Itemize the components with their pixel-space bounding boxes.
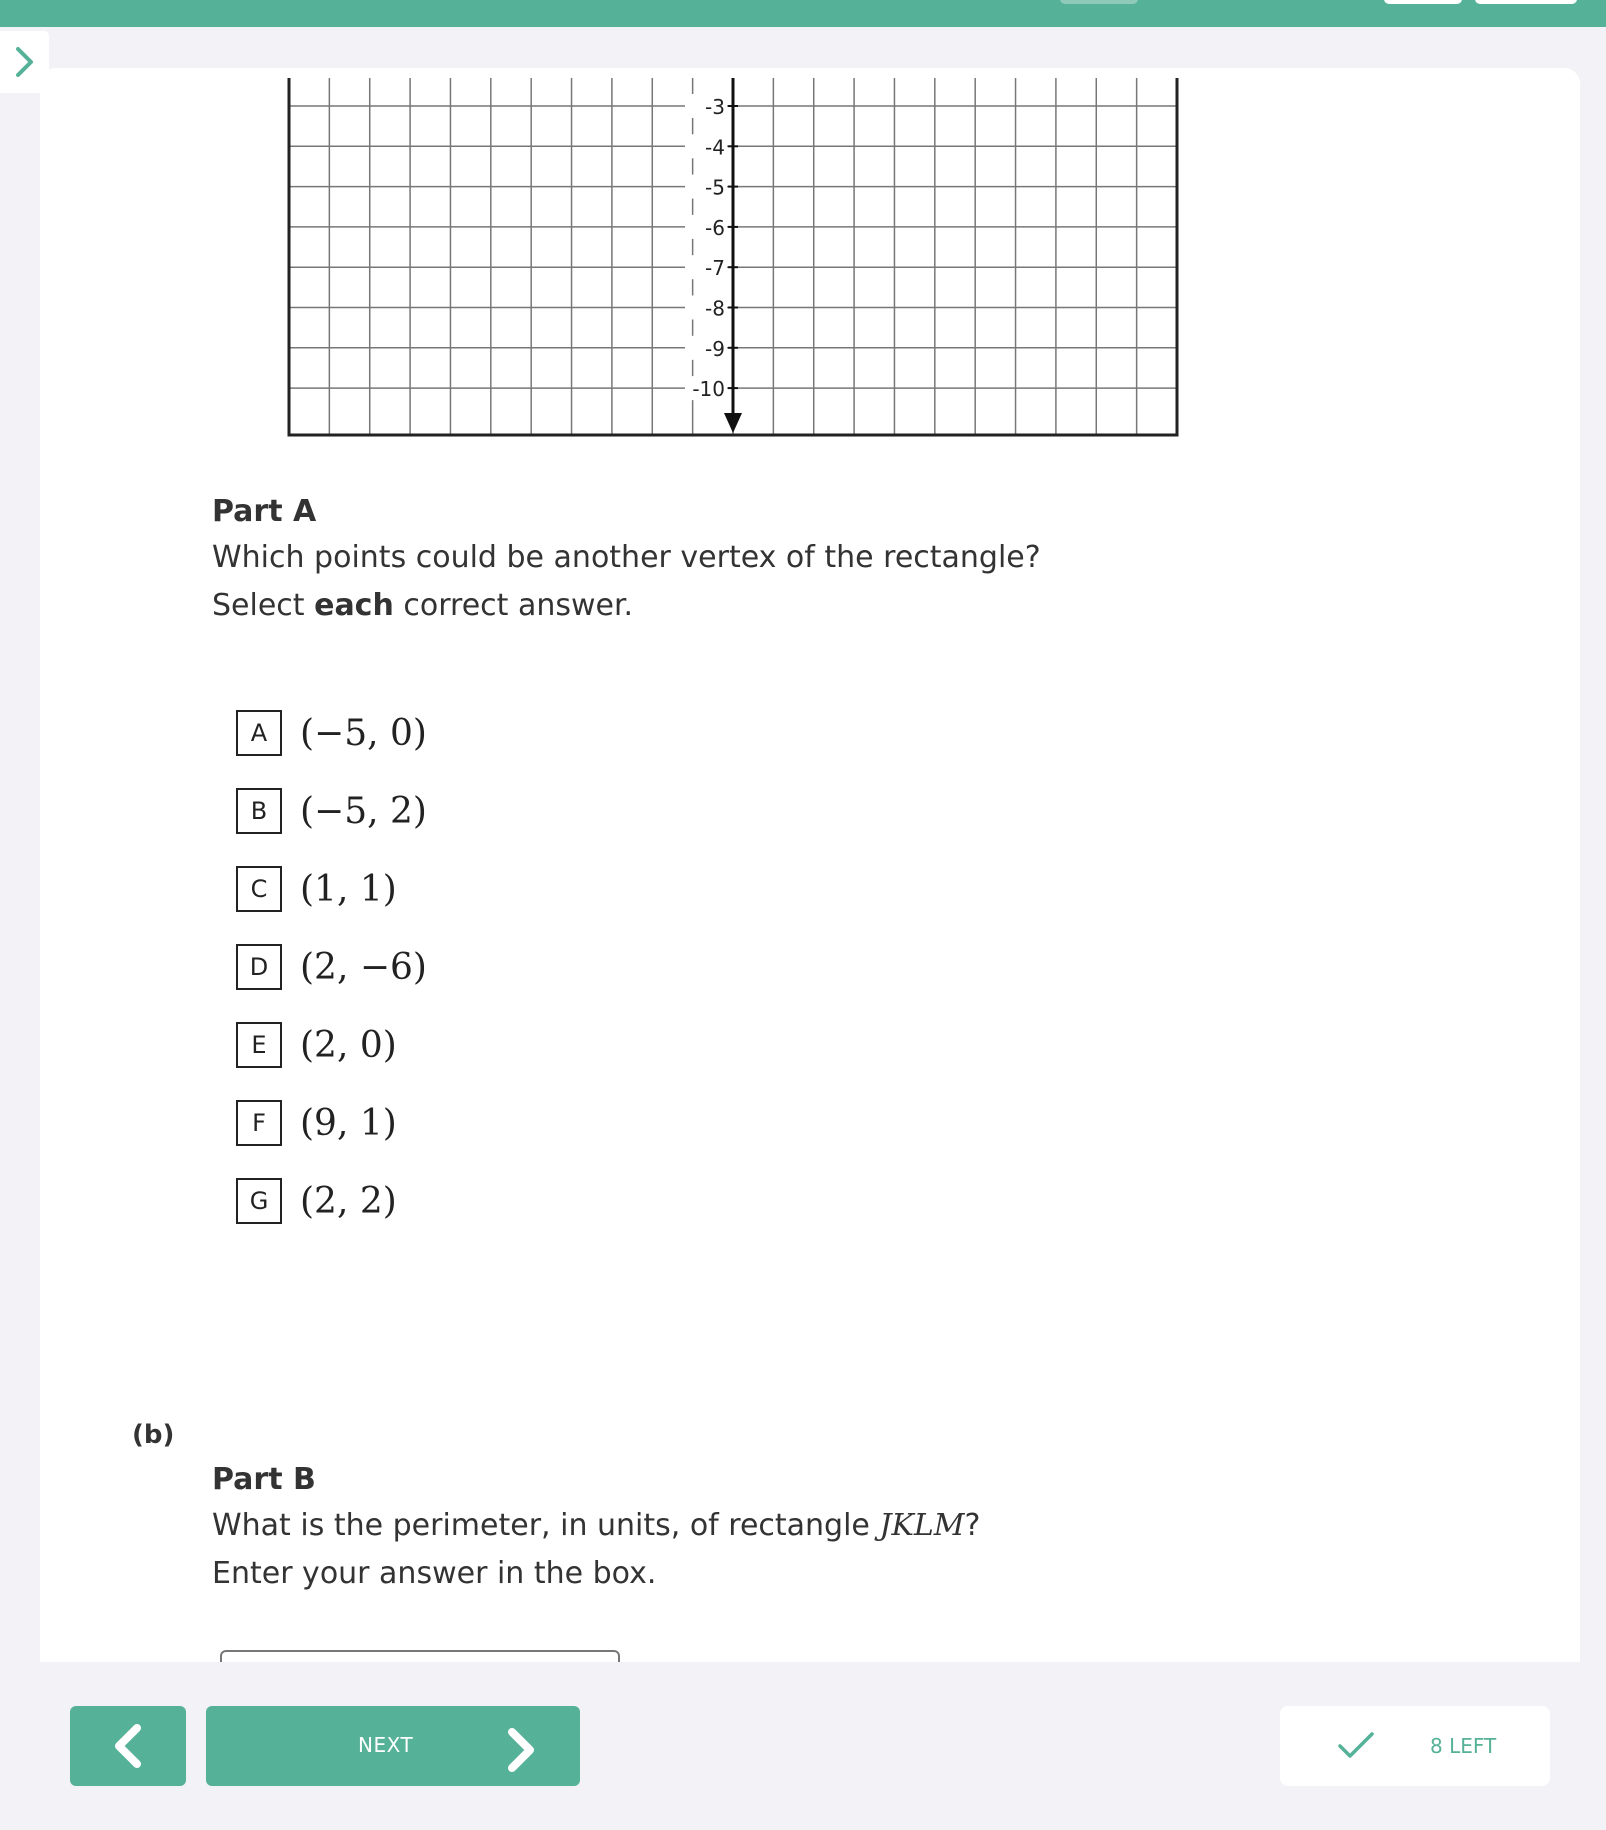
part-b-instruction: Enter your answer in the box. <box>212 1556 657 1591</box>
topbar-tab[interactable] <box>1060 0 1138 4</box>
y-axis-arrow <box>724 413 742 433</box>
choice-value: (2, 0) <box>300 1024 397 1066</box>
part-b-question: What is the perimeter, in units, of rectangle JKLM? <box>212 1508 981 1543</box>
answer-choices <box>236 694 427 1240</box>
part-a-instruction: Select each correct answer. <box>212 588 634 623</box>
choice-e[interactable] <box>236 1006 427 1084</box>
y-tick-label: -8 <box>705 296 725 321</box>
coordinate-grid <box>246 78 1186 438</box>
choice-g[interactable] <box>236 1162 427 1240</box>
choice-a[interactable] <box>236 694 427 772</box>
previous-button[interactable] <box>70 1706 186 1786</box>
choice-c[interactable] <box>236 850 427 928</box>
y-tick-label: -9 <box>705 336 725 361</box>
questions-remaining-button[interactable] <box>1280 1706 1550 1786</box>
choice-value: (−5, 0) <box>300 712 427 754</box>
choice-letter[interactable]: E <box>236 1022 282 1068</box>
y-tick-label: -7 <box>705 256 725 281</box>
y-tick-label: -10 <box>692 377 725 402</box>
topbar-button[interactable] <box>1475 0 1577 4</box>
y-tick-label: -6 <box>705 215 725 240</box>
choice-value: (2, −6) <box>300 946 427 988</box>
choice-letter[interactable]: D <box>236 944 282 990</box>
next-button[interactable] <box>206 1706 580 1786</box>
rectangle-name: JKLM <box>879 1508 965 1543</box>
part-b-section-label: (b) <box>132 1420 175 1450</box>
choice-value: (1, 1) <box>300 868 397 910</box>
choice-value: (2, 2) <box>300 1180 397 1222</box>
choice-letter[interactable]: B <box>236 788 282 834</box>
top-bar <box>0 0 1606 27</box>
part-a-question: Which points could be another vertex of the rectangle? <box>212 540 1041 575</box>
y-tick-label: -5 <box>705 175 725 200</box>
perimeter-answer-input[interactable] <box>220 1650 620 1662</box>
y-tick-label: -4 <box>705 135 725 160</box>
choice-value: (9, 1) <box>300 1102 397 1144</box>
chevron-left-icon <box>113 1724 143 1768</box>
choice-letter[interactable]: C <box>236 866 282 912</box>
chevron-right-icon <box>506 1728 536 1772</box>
part-a-title: Part A <box>212 494 317 529</box>
choice-letter[interactable]: A <box>236 710 282 756</box>
choice-b[interactable] <box>236 772 427 850</box>
remaining-count: 8 LEFT <box>1430 1734 1497 1758</box>
chevron-right-icon <box>14 45 36 79</box>
emphasis-each: each <box>314 588 394 623</box>
choice-value: (−5, 2) <box>300 790 427 832</box>
question-card <box>40 68 1580 1662</box>
topbar-button[interactable] <box>1384 0 1462 4</box>
next-label: NEXT <box>358 1733 414 1757</box>
choice-letter[interactable]: F <box>236 1100 282 1146</box>
part-b-title: Part B <box>212 1462 316 1497</box>
y-tick-label: -3 <box>705 95 725 119</box>
choice-f[interactable] <box>236 1084 427 1162</box>
choice-d[interactable] <box>236 928 427 1006</box>
choice-letter[interactable]: G <box>236 1178 282 1224</box>
check-icon <box>1336 1730 1376 1762</box>
